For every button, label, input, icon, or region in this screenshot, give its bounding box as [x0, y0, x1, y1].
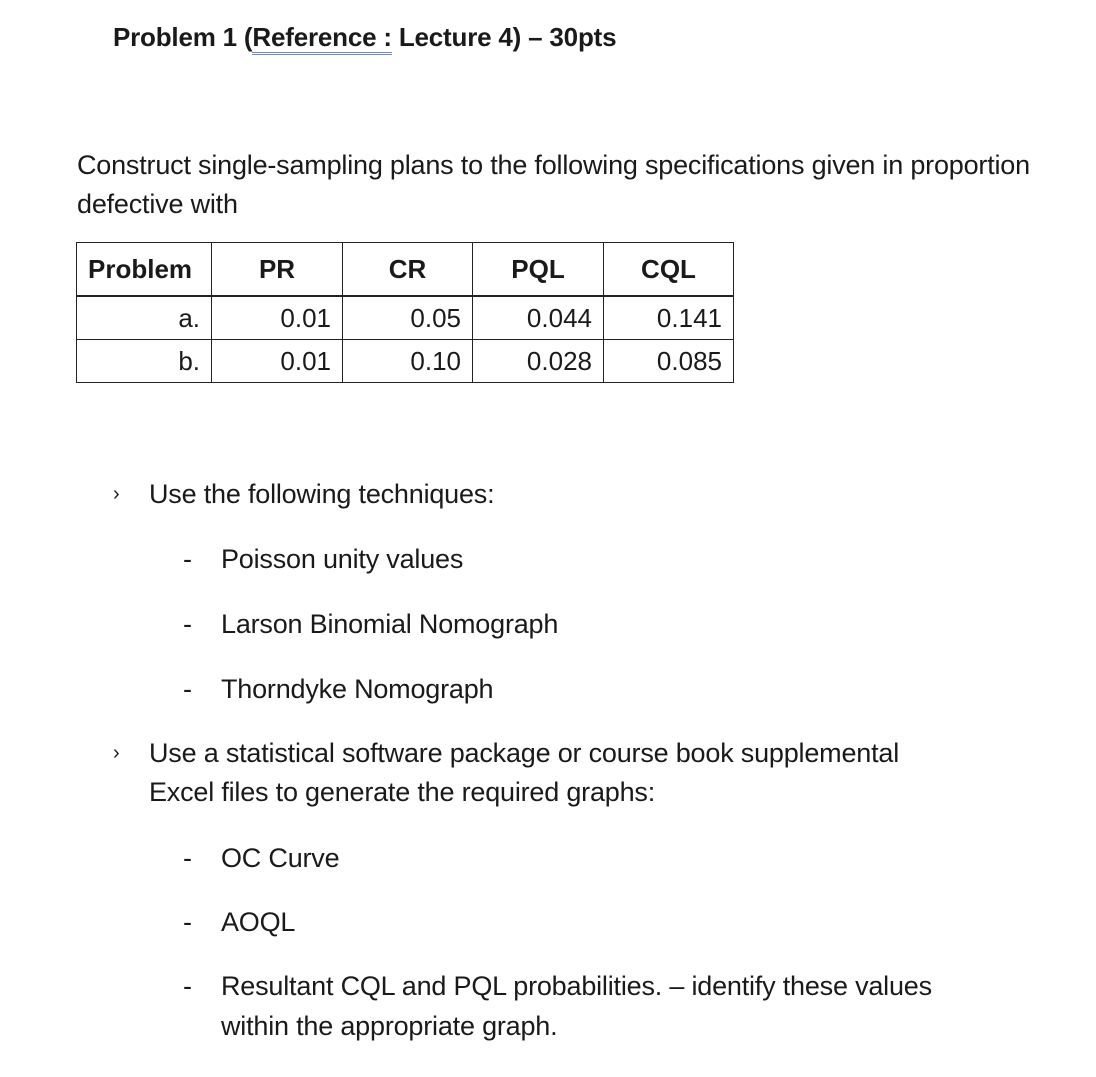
list-item — [183, 838, 340, 878]
graph-resultant-line1: Resultant CQL and PQL probabilities. – identify these values — [221, 971, 932, 1001]
spec-table — [76, 242, 734, 383]
technique-thorndyke: Thorndyke Nomograph — [221, 674, 494, 704]
graphs-heading-line2: Excel files to generate the required graphs: — [149, 777, 656, 807]
list-item — [183, 539, 464, 579]
dash-icon: - — [183, 609, 192, 639]
table-cell: 0.044 — [473, 296, 604, 340]
table-header-row — [77, 243, 734, 297]
table-cell: b. — [77, 340, 212, 383]
table-cell: 0.028 — [473, 340, 604, 383]
table-row — [77, 340, 734, 383]
dash-icon: - — [183, 907, 192, 937]
graphs-bullet — [113, 734, 899, 812]
graph-oc-curve: OC Curve — [221, 843, 340, 873]
techniques-heading: Use the following techniques: — [149, 479, 495, 509]
list-item — [183, 604, 559, 644]
title-suffix: Lecture 4) – 30pts — [391, 22, 617, 52]
col-header-pr: PR — [212, 243, 343, 297]
col-header-cr: CR — [343, 243, 473, 297]
dash-icon: - — [183, 544, 192, 574]
col-header-pql: PQL — [473, 243, 604, 297]
list-item — [183, 902, 296, 942]
table-cell: 0.05 — [343, 296, 473, 340]
graph-resultant-line2: within the appropriate graph. — [221, 1011, 558, 1041]
list-item — [183, 966, 932, 1046]
col-header-cql: CQL — [604, 243, 734, 297]
technique-poisson: Poisson unity values — [221, 544, 464, 574]
dash-icon: - — [183, 843, 192, 873]
table-cell: a. — [77, 296, 212, 340]
bullet-chevron-icon: › — [113, 742, 120, 764]
table-cell: 0.085 — [604, 340, 734, 383]
table-cell: 0.10 — [343, 340, 473, 383]
col-header-problem: Problem — [77, 243, 212, 297]
table-cell: 0.01 — [212, 340, 343, 383]
technique-larson: Larson Binomial Nomograph — [221, 609, 559, 639]
dash-icon: - — [183, 971, 192, 1001]
problem-title — [113, 22, 616, 53]
techniques-bullet — [113, 475, 495, 514]
dash-icon: - — [183, 674, 192, 704]
intro-paragraph: Construct single-sampling plans to the following specifications given in proportion defective with — [77, 150, 1030, 219]
table-cell: 0.141 — [604, 296, 734, 340]
title-prefix: Problem 1 ( — [113, 22, 253, 52]
graphs-heading-line1: Use a statistical software package or course book supplemental — [149, 738, 899, 768]
graph-aoql: AOQL — [221, 907, 296, 937]
reference-link[interactable]: Reference : — [252, 22, 391, 55]
bullet-chevron-icon: › — [113, 483, 120, 505]
table-row — [77, 296, 734, 340]
list-item — [183, 669, 494, 709]
table-cell: 0.01 — [212, 296, 343, 340]
